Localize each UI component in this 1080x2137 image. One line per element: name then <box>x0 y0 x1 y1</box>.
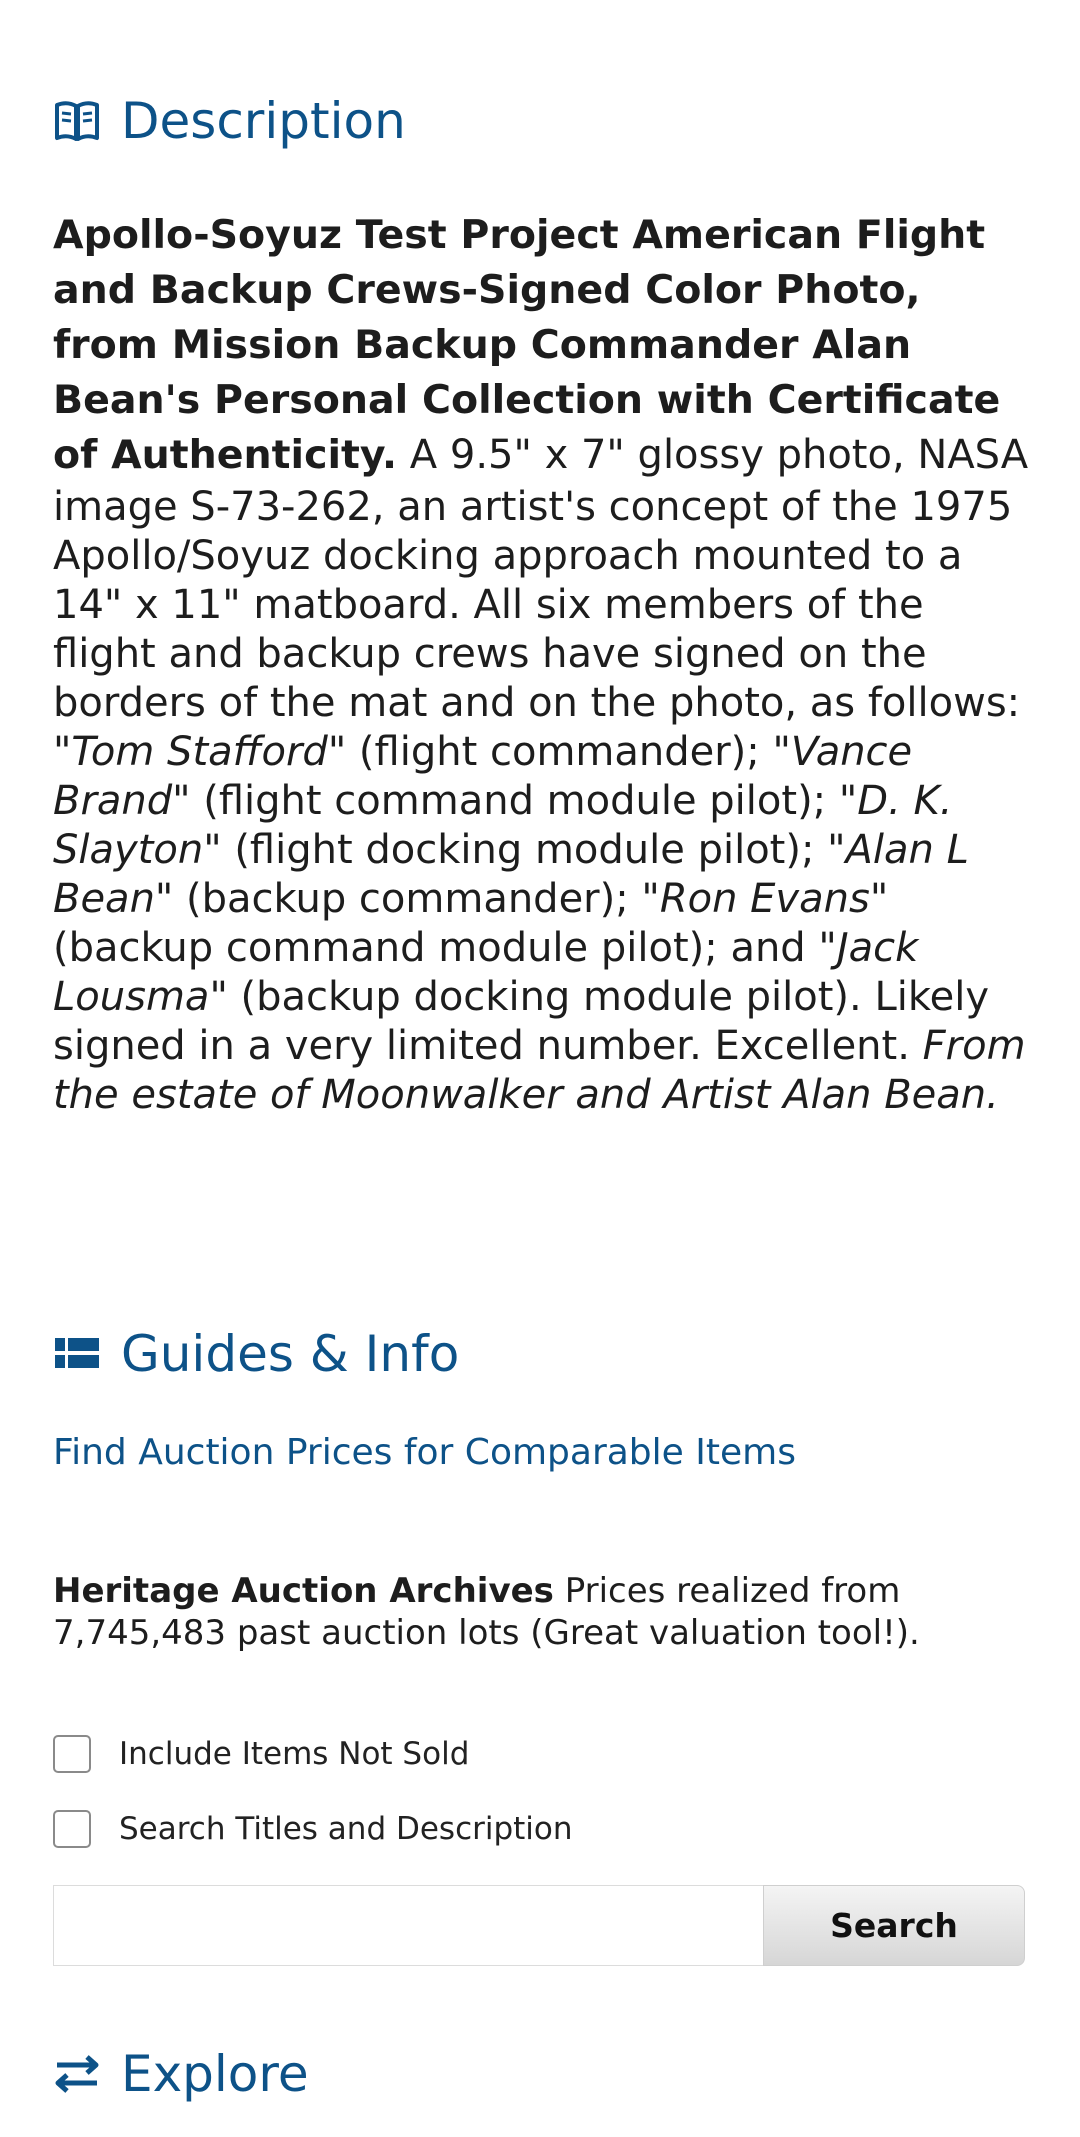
list-icon <box>53 1330 101 1378</box>
lot-title: Apollo-Soyuz Test Project American Flight and Backup Crews-Signed Color Photo, from Mission Backup Commander Alan Bean's Personal Collection with Certificate of Authenticity. <box>53 212 1001 478</box>
explore-heading <box>53 2045 309 2103</box>
desc-text: " (backup commander); " <box>154 876 660 922</box>
provenance-note: From the estate of Moonwalker and Artist Alan Bean. <box>53 1023 1026 1118</box>
search-titles-label: Search Titles and Description <box>119 1811 573 1847</box>
archive-search-form <box>53 1885 1025 1966</box>
open-book-icon <box>53 97 101 145</box>
description-heading-text: Description <box>121 92 406 150</box>
desc-text: A 9.5" x 7" glossy photo, NASA image S-73-262, an artist's concept of the 1975 Apollo/Soyuz docking approach mounted to a 14" x 11" matboard. All six members of the flight and backup crews have signed on the borders of the mat and on the photo, as follows: " <box>53 432 1029 775</box>
archives-text: Prices realized from 7,745,483 past auction lots (Great valuation tool!). <box>53 1571 920 1653</box>
find-auction-prices-link[interactable]: Find Auction Prices for Comparable Items <box>53 1432 796 1473</box>
explore-heading-text: Explore <box>121 2045 309 2103</box>
search-input[interactable] <box>53 1885 763 1966</box>
search-titles-checkbox[interactable] <box>53 1810 91 1848</box>
include-not-sold-option[interactable] <box>53 1735 469 1773</box>
search-titles-option[interactable] <box>53 1810 573 1848</box>
archives-info <box>53 1570 1033 1654</box>
signer-name: Vance Brand <box>53 729 913 824</box>
search-button[interactable]: Search <box>763 1885 1025 1966</box>
desc-text: " (flight command module pilot); " <box>172 778 858 824</box>
guides-heading <box>53 1325 459 1383</box>
signer-name: Tom Stafford <box>71 729 328 775</box>
signer-name: D. K. Slayton <box>53 778 953 873</box>
signer-name: Ron Evans <box>659 876 870 922</box>
desc-text: " (backup docking module pilot). Likely signed in a very limited number. Excellent. <box>53 974 989 1069</box>
include-not-sold-label: Include Items Not Sold <box>119 1736 470 1772</box>
guides-heading-text: Guides & Info <box>121 1325 460 1383</box>
signer-name: Alan L Bean <box>53 827 969 922</box>
desc-text: " (flight commander); " <box>327 729 791 775</box>
desc-text: " (flight docking module pilot); " <box>203 827 846 873</box>
archives-title: Heritage Auction Archives <box>53 1571 554 1611</box>
signer-name: Jack Lousma <box>53 925 919 1020</box>
include-not-sold-checkbox[interactable] <box>53 1735 91 1773</box>
exchange-arrows-icon <box>53 2050 101 2098</box>
description-heading <box>53 92 406 150</box>
desc-text: " (backup command module pilot); and " <box>53 876 889 971</box>
lot-description <box>53 208 1033 1120</box>
